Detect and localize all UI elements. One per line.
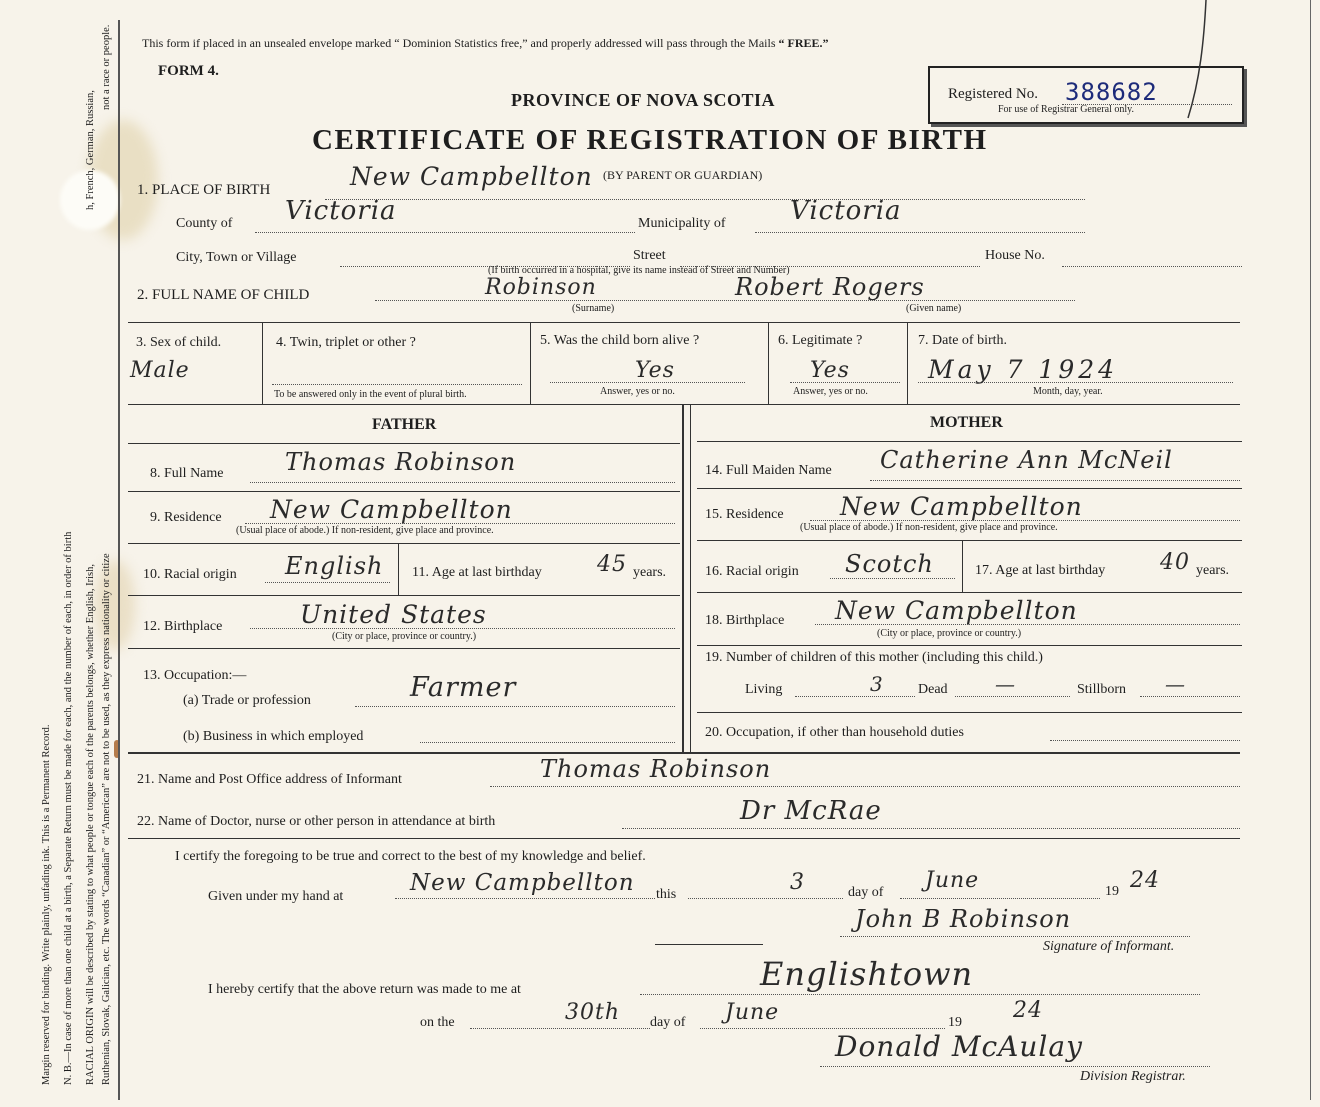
- pencil-mark: [1150, 0, 1210, 140]
- alive-rule: [550, 382, 745, 383]
- father-occupation-label: 13. Occupation:—: [143, 668, 247, 683]
- given-place-rule: [395, 898, 655, 899]
- house-rule: [1062, 266, 1242, 267]
- father-trade-rule: [355, 706, 675, 707]
- margin-text: Ruthenian, Slovak, Galician, etc. The words “Canadian” or “American” are not to be used, as they express nationality or citize: [101, 553, 112, 1085]
- mother-race-rule: [830, 578, 955, 579]
- father-birthplace-value: United States: [300, 600, 487, 629]
- legitimate-label: 6. Legitimate ?: [778, 333, 863, 348]
- given-day-label: day of: [848, 885, 884, 900]
- father-name-value: Thomas Robinson: [285, 448, 517, 476]
- mail-note: This form if placed in an unsealed envelope marked “ Dominion Statistics free,” and properly addressed will pass through the Mails “ FREE.”: [142, 36, 829, 50]
- county-label: County of: [176, 216, 233, 231]
- binding-margin-rule: [118, 20, 120, 1100]
- father-business-label: (b) Business in which employed: [183, 729, 364, 744]
- returned-month-value: June: [725, 1000, 780, 1025]
- registrar-signature: Donald McAulay: [835, 1030, 1083, 1063]
- row-rule: [128, 543, 680, 544]
- mother-occupation-rule: [1050, 740, 1240, 741]
- mother-age-label: 17. Age at last birthday: [975, 563, 1106, 578]
- col-rule: [262, 322, 263, 404]
- dob-label: 7. Date of birth.: [918, 333, 1008, 348]
- street-label: Street: [633, 248, 666, 263]
- province-heading: PROVINCE OF NOVA SCOTIA: [511, 90, 776, 110]
- alive-caption: Answer, yes or no.: [600, 386, 675, 397]
- given-year-prefix: 19: [1105, 884, 1119, 899]
- informant-label: 21. Name and Post Office address of Informant: [137, 772, 402, 787]
- returned-place-value: Englishtown: [760, 955, 974, 993]
- mother-residence-value: New Campbellton: [840, 492, 1083, 521]
- certificate-title: CERTIFICATE OF REGISTRATION OF BIRTH: [312, 124, 988, 156]
- informant-value: Thomas Robinson: [540, 755, 772, 783]
- stillborn-rule: [1140, 696, 1240, 697]
- twin-rule: [272, 384, 522, 385]
- mother-birthplace-value: New Campbellton: [835, 596, 1078, 625]
- margin-text: not a race or people.: [101, 24, 112, 110]
- mother-residence-label: 15. Residence: [705, 507, 784, 522]
- given-month-rule: [900, 898, 1100, 899]
- legitimate-caption: Answer, yes or no.: [793, 386, 868, 397]
- father-trade-value: Farmer: [410, 672, 517, 703]
- row-rule: [128, 838, 1240, 839]
- municipality-rule: [755, 232, 1085, 233]
- row-rule: [128, 404, 1240, 405]
- row-rule: [128, 648, 680, 649]
- alive-label: 5. Was the child born alive ?: [540, 333, 700, 348]
- registrar-note: For use of Registrar General only.: [998, 104, 1134, 115]
- registrar-caption: Division Registrar.: [1080, 1069, 1186, 1084]
- col-rule: [962, 540, 963, 592]
- twin-label: 4. Twin, triplet or other ?: [276, 335, 416, 350]
- dead-rule: [955, 696, 1070, 697]
- mother-residence-caption: (Usual place of abode.) If non-resident, give place and province.: [800, 522, 1058, 533]
- row-rule: [697, 540, 1242, 541]
- city-label: City, Town or Village: [176, 250, 297, 265]
- stillborn-label: Stillborn: [1077, 682, 1127, 697]
- father-heading: FATHER: [372, 416, 437, 433]
- child-surname: Robinson: [485, 275, 597, 300]
- twin-note: To be answered only in the event of plural birth.: [274, 389, 467, 400]
- given-month-value: June: [925, 868, 980, 893]
- father-business-rule: [420, 742, 675, 743]
- father-age-value: 45: [597, 552, 627, 577]
- surname-caption: (Surname): [572, 303, 615, 314]
- dead-value: —: [995, 672, 1016, 696]
- returned-year-prefix: 19: [948, 1015, 962, 1030]
- father-birthplace-rule: [250, 628, 675, 629]
- mother-birthplace-caption: (City or place, province or country.): [877, 628, 1022, 639]
- certification-statement: I certify the foregoing to be true and correct to the best of my knowledge and belief.: [175, 849, 646, 864]
- living-value: 3: [870, 672, 884, 696]
- mother-name-rule: [870, 480, 1240, 481]
- dob-value: May 7 1924: [928, 355, 1119, 384]
- father-residence-rule: [245, 523, 675, 524]
- parents-divider: [690, 404, 691, 752]
- col-rule: [768, 322, 769, 404]
- mail-free: “ FREE.”: [778, 36, 829, 50]
- father-name-rule: [250, 482, 675, 483]
- living-label: Living: [745, 682, 783, 697]
- row-rule: [697, 712, 1242, 713]
- municipality-label: Municipality of: [638, 216, 726, 231]
- father-race-rule: [265, 582, 390, 583]
- row-rule: [697, 592, 1242, 593]
- legitimate-value: Yes: [810, 358, 850, 383]
- father-residence-label: 9. Residence: [150, 510, 222, 525]
- mother-occupation-label: 20. Occupation, if other than household duties: [705, 725, 964, 740]
- living-rule: [795, 696, 915, 697]
- registered-label: Registered No.: [948, 86, 1038, 102]
- divider: [655, 944, 763, 945]
- county-value: Victoria: [285, 196, 397, 226]
- on-the-label: on the: [420, 1015, 455, 1030]
- father-residence-value: New Campbellton: [270, 495, 513, 524]
- mother-name-label: 14. Full Maiden Name: [705, 463, 832, 478]
- house-label: House No.: [985, 248, 1045, 263]
- child-name-rule: [375, 300, 1075, 301]
- place-rule: [325, 199, 1085, 200]
- father-age-unit: years.: [633, 565, 667, 580]
- father-residence-caption: (Usual place of abode.) If non-resident, give place and province.: [236, 525, 494, 536]
- mother-race-value: Scotch: [845, 550, 934, 578]
- row-rule: [697, 441, 1242, 442]
- returned-day-value: 30th: [565, 1000, 621, 1025]
- informant-rule: [490, 786, 1240, 787]
- informant-signature-rule: [840, 936, 1190, 937]
- given-year-value: 24: [1130, 868, 1160, 893]
- given-day-value: 3: [790, 870, 805, 895]
- father-trade-label: (a) Trade or profession: [183, 693, 311, 708]
- parents-divider: [682, 404, 684, 752]
- col-rule: [398, 543, 399, 595]
- father-race-label: 10. Racial origin: [143, 567, 237, 582]
- father-race-value: English: [285, 552, 384, 580]
- child-name-label: 2. FULL NAME OF CHILD: [137, 287, 310, 303]
- county-rule: [255, 232, 635, 233]
- place-of-birth-value: New Campbellton: [350, 162, 593, 191]
- row-rule: [697, 645, 1242, 646]
- returned-year-value: 24: [1013, 998, 1043, 1023]
- mother-residence-rule: [810, 520, 1240, 521]
- mother-heading: MOTHER: [930, 414, 1003, 431]
- doctor-label: 22. Name of Doctor, nurse or other person in attendance at birth: [137, 814, 496, 829]
- this-label: this: [656, 887, 677, 902]
- returned-place-rule: [640, 994, 1200, 995]
- legitimate-rule: [790, 382, 900, 383]
- form-number: FORM 4.: [158, 63, 219, 79]
- mother-birthplace-label: 18. Birthplace: [705, 613, 785, 628]
- father-name-label: 8. Full Name: [150, 466, 224, 481]
- sex-label: 3. Sex of child.: [136, 335, 222, 350]
- row-rule: [128, 491, 680, 492]
- mother-name-value: Catherine Ann McNeil: [880, 446, 1173, 474]
- row-rule: [128, 752, 1240, 754]
- row-rule: [128, 443, 680, 444]
- returned-month-rule: [700, 1028, 945, 1029]
- registrar-signature-rule: [820, 1066, 1210, 1067]
- doctor-value: Dr McRae: [740, 796, 882, 826]
- margin-text: h, French, German, Russian,: [85, 90, 96, 210]
- returned-day-rule: [470, 1028, 650, 1029]
- given-caption: (Given name): [906, 303, 962, 314]
- sex-value: Male: [130, 358, 190, 383]
- stillborn-value: —: [1165, 672, 1186, 696]
- row-rule: [128, 595, 680, 596]
- municipality-value: Victoria: [790, 196, 902, 226]
- mother-age-unit: years.: [1196, 563, 1230, 578]
- child-given-name: Robert Rogers: [735, 273, 925, 301]
- row-rule: [128, 322, 1240, 323]
- certificate-subtitle: (BY PARENT OR GUARDIAN): [603, 168, 763, 182]
- alive-value: Yes: [635, 358, 675, 383]
- margin-text: N. B.—In case of more than one child at a birth, a Separate Return must be made for each, and the number of each, in order of birth: [63, 531, 74, 1085]
- given-label: Given under my hand at: [208, 889, 344, 904]
- given-day-rule: [688, 898, 843, 899]
- informant-signature: John B Robinson: [855, 905, 1072, 933]
- informant-signature-caption: Signature of Informant.: [1043, 939, 1175, 954]
- mother-age-value: 40: [1160, 550, 1190, 575]
- dob-rule: [918, 382, 1233, 383]
- registered-number: 388682: [1065, 78, 1158, 106]
- mother-children-label: 19. Number of children of this mother (including this child.): [705, 650, 1043, 665]
- col-rule: [907, 322, 908, 404]
- father-birthplace-label: 12. Birthplace: [143, 619, 223, 634]
- dob-caption: Month, day, year.: [1033, 386, 1103, 397]
- returned-day-label: day of: [650, 1015, 686, 1030]
- doctor-rule: [622, 828, 1240, 829]
- place-of-birth-label: 1. PLACE OF BIRTH: [137, 182, 271, 198]
- given-place-value: New Campbellton: [410, 870, 635, 896]
- margin-text: Margin reserved for binding. Write plainly, unfading ink. This is a Permanent Record.: [41, 724, 52, 1085]
- returned-label: I hereby certify that the above return was made to me at: [208, 982, 521, 997]
- hospital-note: (If birth occurred in a hospital, give its name instead of Street and Number): [488, 265, 790, 276]
- row-rule: [697, 488, 1242, 489]
- father-age-label: 11. Age at last birthday: [412, 565, 542, 580]
- margin-text: RACIAL ORIGIN will be described by stating to what people or tongue each of the parents belongs, whether English, Irish,: [85, 564, 96, 1085]
- right-edge-rule: [1310, 0, 1311, 1100]
- mother-race-label: 16. Racial origin: [705, 564, 799, 579]
- mother-birthplace-rule: [815, 624, 1240, 625]
- col-rule: [530, 322, 531, 404]
- dead-label: Dead: [918, 682, 948, 697]
- father-birthplace-caption: (City or place, province or country.): [332, 631, 477, 642]
